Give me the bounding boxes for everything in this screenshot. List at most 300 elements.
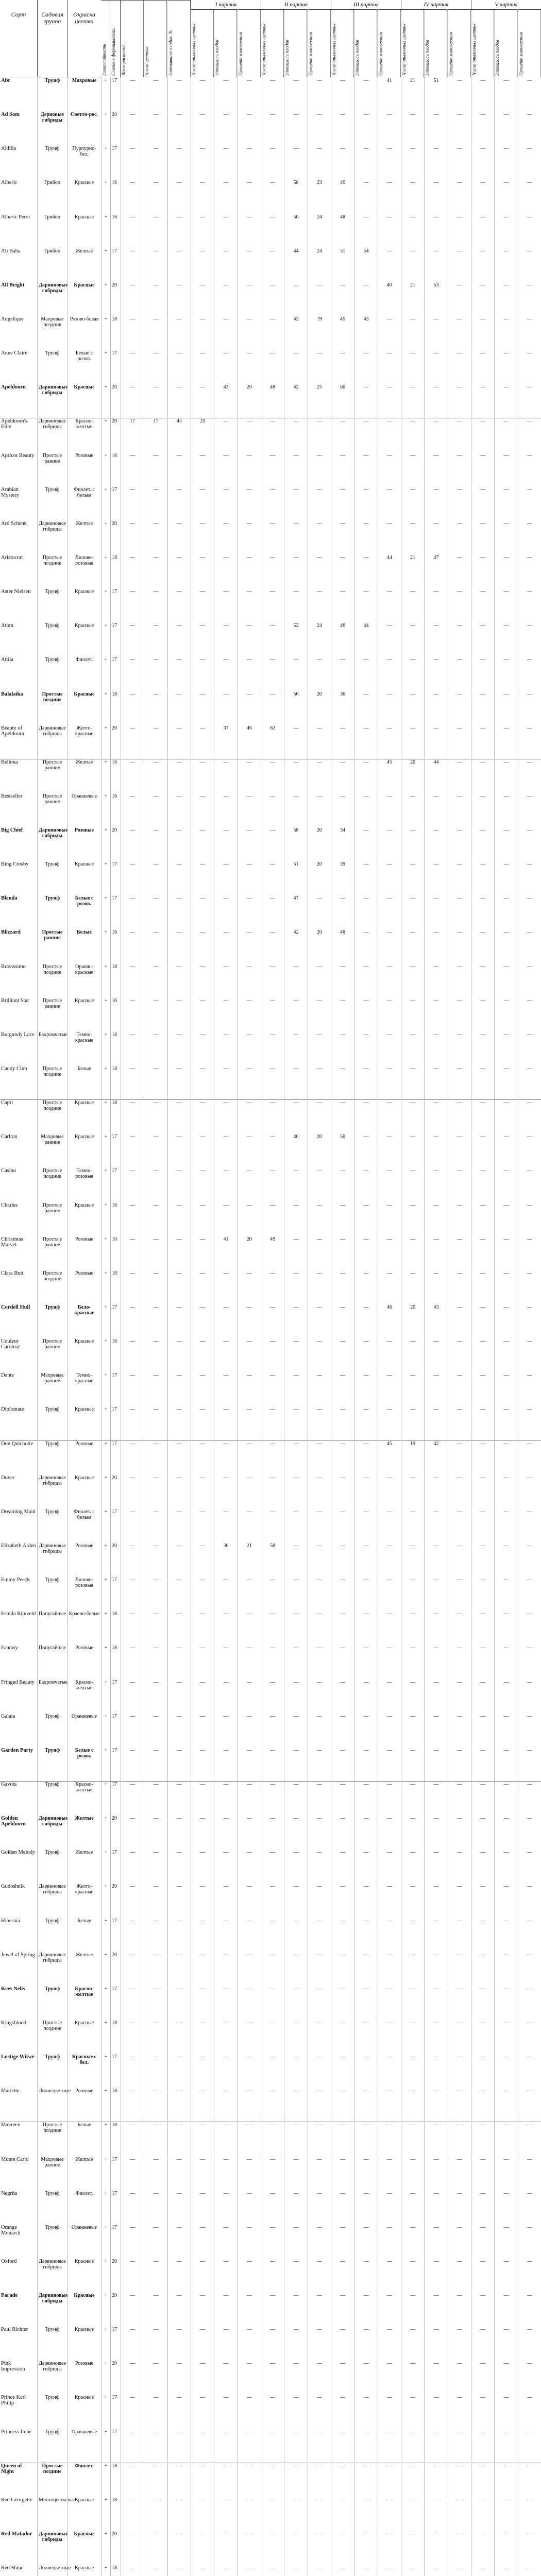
cell-value: —: [518, 2565, 541, 2576]
cell-value: 41: [214, 1236, 237, 1270]
cell-fert: 18: [110, 1031, 121, 1065]
cell-value: —: [144, 1747, 167, 1781]
cell-value: —: [261, 350, 284, 384]
cell-value: —: [471, 1952, 494, 1986]
header-fert: Степень фертильности: [110, 0, 121, 77]
cell-value: —: [518, 2326, 541, 2360]
cell-value: —: [378, 622, 401, 656]
cell-value: —: [121, 554, 144, 588]
cell-value: —: [261, 997, 284, 1031]
cell-value: —: [448, 1611, 471, 1645]
cell-value: —: [284, 1543, 307, 1577]
cell-value: —: [518, 1236, 541, 1270]
cell-value: —: [378, 1236, 401, 1270]
cell-fert: 16: [110, 929, 121, 963]
cell-value: —: [331, 2360, 354, 2394]
cell-value: —: [121, 2531, 144, 2565]
cell-value: —: [448, 2156, 471, 2190]
cell-value: —: [261, 2565, 284, 2576]
cell-value: —: [238, 622, 261, 656]
cell-value: —: [378, 1577, 401, 1611]
cell-hard: +: [101, 2463, 110, 2497]
cell-value: —: [518, 759, 541, 793]
cell-value: —: [284, 2054, 307, 2088]
cell-group: Дерновые гибриды: [37, 111, 67, 145]
table-row: [0, 2054, 541, 2088]
table-row: [0, 1577, 541, 1611]
cell-value: —: [331, 1475, 354, 1509]
cell-value: —: [354, 2531, 377, 2565]
cell-value: —: [214, 656, 237, 690]
cell-value: —: [144, 1645, 167, 1679]
cell-value: —: [191, 179, 214, 213]
cell-value: —: [238, 929, 261, 963]
cell-value: 40: [284, 1133, 307, 1167]
cell-value: —: [144, 1236, 167, 1270]
cell-value: —: [261, 1406, 284, 1440]
cell-hard: +: [101, 2497, 110, 2531]
cell-value: —: [191, 452, 214, 486]
cell-value: —: [191, 1747, 214, 1781]
cell-value: —: [424, 1236, 447, 1270]
header-group-3: III партия: [331, 0, 401, 9]
cell-value: —: [191, 1815, 214, 1849]
cell-value: —: [167, 2258, 191, 2292]
cell-value: —: [214, 1202, 237, 1236]
cell-fert: 17: [110, 2156, 121, 2190]
cell-value: —: [378, 2463, 401, 2497]
cell-group: Трунф: [37, 1918, 67, 1952]
cell-value: 53: [424, 282, 447, 316]
cell-value: —: [471, 1304, 494, 1338]
cell-value: —: [424, 1065, 447, 1099]
cell-value: —: [308, 1747, 331, 1781]
table-row: [0, 929, 541, 963]
cell-hard: +: [101, 111, 110, 145]
cell-value: —: [167, 248, 191, 282]
cell-value: —: [354, 520, 377, 554]
cell-value: —: [471, 214, 494, 248]
table-row: [0, 1304, 541, 1338]
cell-value: —: [167, 1372, 191, 1406]
cell-value: —: [378, 1475, 401, 1509]
cell-value: 51: [331, 248, 354, 282]
cell-value: —: [308, 725, 331, 759]
cell-group: Дарвиновые гибриды: [37, 1883, 67, 1917]
cell-name: Arabian Mystery: [1, 486, 19, 498]
cell-colour: Желтые: [67, 248, 101, 282]
cell-value: —: [378, 2394, 401, 2428]
cell-value: —: [308, 2292, 331, 2326]
cell-value: —: [284, 554, 307, 588]
cell-value: —: [424, 2429, 447, 2463]
cell-value: —: [494, 1031, 517, 1065]
cell-value: —: [121, 2394, 144, 2428]
cell-group: Бахромчатые: [37, 1679, 67, 1713]
cell-value: —: [308, 1372, 331, 1406]
cell-value: —: [284, 2190, 307, 2224]
cell-value: —: [261, 1031, 284, 1065]
header-subcol-2: Процент завязывания: [238, 9, 261, 77]
cell-value: —: [331, 1065, 354, 1099]
cell-value: —: [401, 1099, 424, 1133]
cell-value: —: [448, 1645, 471, 1679]
cell-value: —: [494, 418, 517, 452]
cell-value: —: [448, 214, 471, 248]
cell-value: —: [424, 2463, 447, 2497]
cell-hard: +: [101, 1509, 110, 1543]
cell-value: —: [191, 963, 214, 997]
cell-value: —: [471, 1031, 494, 1065]
cell-hard: +: [101, 861, 110, 895]
cell-value: —: [494, 1099, 517, 1133]
cell-value: —: [378, 1713, 401, 1747]
cell-fert: 16: [110, 793, 121, 827]
cell-value: —: [238, 2394, 261, 2428]
table-row: [0, 520, 541, 554]
cell-value: —: [518, 179, 541, 213]
cell-value: —: [238, 861, 261, 895]
cell-value: —: [191, 2394, 214, 2428]
cell-group: Простые ранние: [37, 759, 67, 793]
cell-value: —: [191, 1065, 214, 1099]
cell-value: —: [167, 2224, 191, 2258]
cell-value: —: [471, 997, 494, 1031]
cell-value: —: [238, 1849, 261, 1883]
cell-value: —: [214, 2326, 237, 2360]
cell-value: —: [378, 2292, 401, 2326]
cell-value: —: [214, 2224, 237, 2258]
cell-value: —: [238, 1475, 261, 1509]
cell-name: Galata: [1, 1713, 15, 1719]
cell-value: —: [354, 1202, 377, 1236]
cell-value: —: [167, 1202, 191, 1236]
cell-value: —: [284, 1099, 307, 1133]
cell-group: Дарвиновые гибриды: [37, 2531, 67, 2565]
cell-value: —: [331, 895, 354, 929]
cell-value: —: [424, 486, 447, 520]
cell-value: —: [214, 2565, 237, 2576]
cell-value: —: [144, 929, 167, 963]
cell-value: —: [308, 2122, 331, 2156]
cell-value: —: [494, 1577, 517, 1611]
cell-group: Трунф: [37, 1781, 67, 1815]
cell-value: —: [308, 1849, 331, 1883]
cell-value: —: [214, 1338, 237, 1372]
cell-value: —: [214, 282, 237, 316]
cell-value: 19: [401, 1440, 424, 1475]
cell-value: —: [448, 1509, 471, 1543]
cell-value: —: [518, 2020, 541, 2054]
cell-value: —: [144, 316, 167, 350]
cell-value: —: [518, 1781, 541, 1815]
cell-value: —: [214, 759, 237, 793]
cell-name: Apeldoorn's Elite: [1, 418, 27, 430]
cell-value: —: [238, 1815, 261, 1849]
cell-value: —: [331, 1883, 354, 1917]
cell-value: —: [378, 725, 401, 759]
cell-value: —: [331, 759, 354, 793]
cell-value: —: [308, 2156, 331, 2190]
cell-value: —: [354, 1406, 377, 1440]
cell-value: —: [354, 1133, 377, 1167]
cell-value: —: [424, 793, 447, 827]
cell-value: —: [494, 111, 517, 145]
cell-value: —: [354, 2258, 377, 2292]
cell-value: —: [284, 2258, 307, 2292]
cell-name: Big Chief: [1, 827, 23, 834]
cell-value: —: [424, 2565, 447, 2576]
cell-value: —: [424, 1849, 447, 1883]
cell-value: —: [284, 1952, 307, 1986]
cell-hard: +: [101, 1406, 110, 1440]
cell-value: —: [214, 622, 237, 656]
cell-value: —: [401, 2360, 424, 2394]
cell-hard: +: [101, 759, 110, 793]
cell-fert: 18: [110, 554, 121, 588]
cell-group: Лилиецветные: [37, 2088, 67, 2122]
cell-value: —: [167, 1679, 191, 1713]
cell-value: —: [401, 1236, 424, 1270]
cell-value: —: [214, 691, 237, 725]
cell-value: —: [494, 622, 517, 656]
cell-fert: 16: [110, 214, 121, 248]
cell-value: —: [238, 1577, 261, 1611]
cell-value: 51: [284, 861, 307, 895]
cell-value: —: [191, 77, 214, 111]
cell-value: —: [494, 1679, 517, 1713]
cell-value: —: [144, 1918, 167, 1952]
cell-value: 46: [331, 622, 354, 656]
cell-value: —: [471, 1747, 494, 1781]
cell-value: —: [354, 1099, 377, 1133]
cell-hard: +: [101, 384, 110, 418]
cell-value: —: [494, 1372, 517, 1406]
cell-value: —: [121, 2224, 144, 2258]
cell-group: Простые поздние: [37, 1099, 67, 1133]
cell-value: 40: [378, 282, 401, 316]
cell-name: Estella Rijnveld: [1, 1611, 36, 1617]
cell-value: —: [261, 418, 284, 452]
table-row: [0, 1406, 541, 1440]
cell-value: —: [401, 2429, 424, 2463]
cell-value: —: [191, 895, 214, 929]
cell-fert: 17: [110, 861, 121, 895]
cell-value: —: [354, 2054, 377, 2088]
cell-name: Emmy Peeck: [1, 1577, 30, 1583]
cell-fert: 17: [110, 77, 121, 111]
cell-hard: +: [101, 895, 110, 929]
cell-hard: +: [101, 214, 110, 248]
cell-value: —: [144, 1167, 167, 1201]
cell-value: —: [284, 2497, 307, 2531]
cell-value: —: [401, 691, 424, 725]
cell-value: —: [354, 1747, 377, 1781]
table-row: [0, 1611, 541, 1645]
cell-value: —: [121, 1883, 144, 1917]
cell-value: —: [144, 77, 167, 111]
cell-value: —: [261, 2054, 284, 2088]
cell-value: —: [284, 486, 307, 520]
cell-group: Трунф: [37, 350, 67, 384]
cell-colour: Красно-желтые: [67, 1679, 101, 1713]
cell-value: —: [214, 2360, 237, 2394]
cell-value: —: [331, 1713, 354, 1747]
cell-value: —: [167, 1133, 191, 1167]
cell-name: Princess Irene: [1, 2429, 32, 2435]
cell-value: —: [424, 520, 447, 554]
cell-hard: +: [101, 2326, 110, 2360]
cell-value: —: [214, 179, 237, 213]
cell-value: —: [494, 2088, 517, 2122]
table-row: [0, 2020, 541, 2054]
cell-value: —: [144, 1440, 167, 1475]
table-row: [0, 1952, 541, 1986]
cell-value: —: [214, 1849, 237, 1883]
cell-value: —: [121, 895, 144, 929]
cell-value: —: [308, 1031, 331, 1065]
cell-value: —: [378, 418, 401, 452]
cell-value: 21: [401, 77, 424, 111]
table-row: [0, 1475, 541, 1509]
cell-value: —: [471, 2463, 494, 2497]
cell-value: —: [424, 1475, 447, 1509]
cell-value: —: [214, 316, 237, 350]
cell-value: —: [354, 2326, 377, 2360]
cell-value: —: [471, 1543, 494, 1577]
cell-name: Fantasy: [1, 1645, 18, 1651]
cell-colour: Белые с розов.: [67, 350, 101, 384]
cell-value: —: [424, 2394, 447, 2428]
cell-value: 20: [308, 1133, 331, 1167]
cell-value: —: [191, 1986, 214, 2020]
cell-name: Gudoshnik: [1, 1884, 25, 1890]
cell-name: Alberic: [1, 180, 18, 186]
cell-value: —: [284, 2122, 307, 2156]
cell-value: 52: [284, 622, 307, 656]
cell-value: —: [144, 2394, 167, 2428]
cell-value: —: [378, 2224, 401, 2258]
cell-value: —: [354, 1236, 377, 1270]
cell-value: —: [144, 2292, 167, 2326]
cell-value: —: [494, 2497, 517, 2531]
cell-value: —: [167, 111, 191, 145]
cell-value: —: [494, 2224, 517, 2258]
cell-name: Christmas Marvel: [1, 1236, 23, 1248]
table-row: [0, 1372, 541, 1406]
cell-value: —: [378, 2429, 401, 2463]
cell-value: —: [214, 2497, 237, 2531]
cell-value: —: [238, 350, 261, 384]
cell-value: —: [471, 793, 494, 827]
cell-colour: Пурпурно-бел.: [67, 145, 101, 179]
cell-value: —: [308, 452, 331, 486]
cell-value: —: [308, 486, 331, 520]
cell-hard: +: [101, 2190, 110, 2224]
cell-value: —: [401, 2190, 424, 2224]
cell-value: —: [121, 1202, 144, 1236]
cell-value: —: [494, 486, 517, 520]
cell-group: Попугайные: [37, 1611, 67, 1645]
cell-value: —: [354, 2463, 377, 2497]
cell-fert: 17: [110, 2054, 121, 2088]
cell-value: —: [494, 2463, 517, 2497]
cell-value: —: [518, 1849, 541, 1883]
cell-value: —: [518, 2394, 541, 2428]
cell-value: —: [167, 861, 191, 895]
table-row: [0, 1918, 541, 1952]
cell-value: —: [191, 248, 214, 282]
cell-value: —: [378, 827, 401, 861]
cell-value: —: [494, 1986, 517, 2020]
cell-name: Fringed Beauty: [1, 1679, 35, 1685]
cell-value: —: [167, 2292, 191, 2326]
cell-value: —: [354, 350, 377, 384]
cell-fert: 17: [110, 1133, 121, 1167]
cell-name: Red Matador: [1, 2531, 32, 2537]
cell-value: —: [214, 214, 237, 248]
cell-value: —: [308, 963, 331, 997]
cell-value: —: [167, 316, 191, 350]
cell-group: Простые поздние: [37, 554, 67, 588]
cell-value: 17: [144, 418, 167, 452]
cell-value: —: [214, 588, 237, 622]
cell-value: —: [214, 452, 237, 486]
cell-value: —: [471, 282, 494, 316]
cell-value: —: [378, 214, 401, 248]
cell-value: —: [308, 2326, 331, 2360]
table-row: [0, 588, 541, 622]
cell-value: —: [378, 1406, 401, 1440]
cell-value: —: [354, 997, 377, 1031]
cell-value: —: [424, 997, 447, 1031]
cell-value: —: [214, 2463, 237, 2497]
cell-value: —: [261, 1338, 284, 1372]
cell-value: —: [214, 963, 237, 997]
cell-value: —: [308, 1611, 331, 1645]
cell-value: —: [191, 2020, 214, 2054]
cell-value: —: [191, 2224, 214, 2258]
cell-colour: Бело-красные: [67, 1304, 101, 1338]
cell-value: —: [261, 248, 284, 282]
cell-hard: +: [101, 2292, 110, 2326]
cell-value: —: [121, 520, 144, 554]
cell-hard: +: [101, 2531, 110, 2565]
cell-value: —: [284, 145, 307, 179]
cell-value: 36: [214, 1543, 237, 1577]
cell-fert: 20: [110, 418, 121, 452]
cell-value: —: [424, 1713, 447, 1747]
cell-value: —: [261, 1065, 284, 1099]
cell-value: —: [284, 350, 307, 384]
cell-value: —: [191, 1304, 214, 1338]
cell-colour: Красно-желтые: [67, 1781, 101, 1815]
table-row: [0, 111, 541, 145]
cell-value: —: [284, 1645, 307, 1679]
cell-hard: +: [101, 2394, 110, 2428]
cell-value: —: [144, 1099, 167, 1133]
cell-value: —: [214, 1918, 237, 1952]
cell-hard: +: [101, 1986, 110, 2020]
cell-value: 48: [261, 384, 284, 418]
cell-value: —: [167, 2497, 191, 2531]
cell-value: —: [121, 1338, 144, 1372]
cell-value: —: [518, 1747, 541, 1781]
cell-value: —: [401, 486, 424, 520]
cell-value: —: [448, 248, 471, 282]
cell-colour: Белые: [67, 929, 101, 963]
cell-value: —: [448, 1543, 471, 1577]
